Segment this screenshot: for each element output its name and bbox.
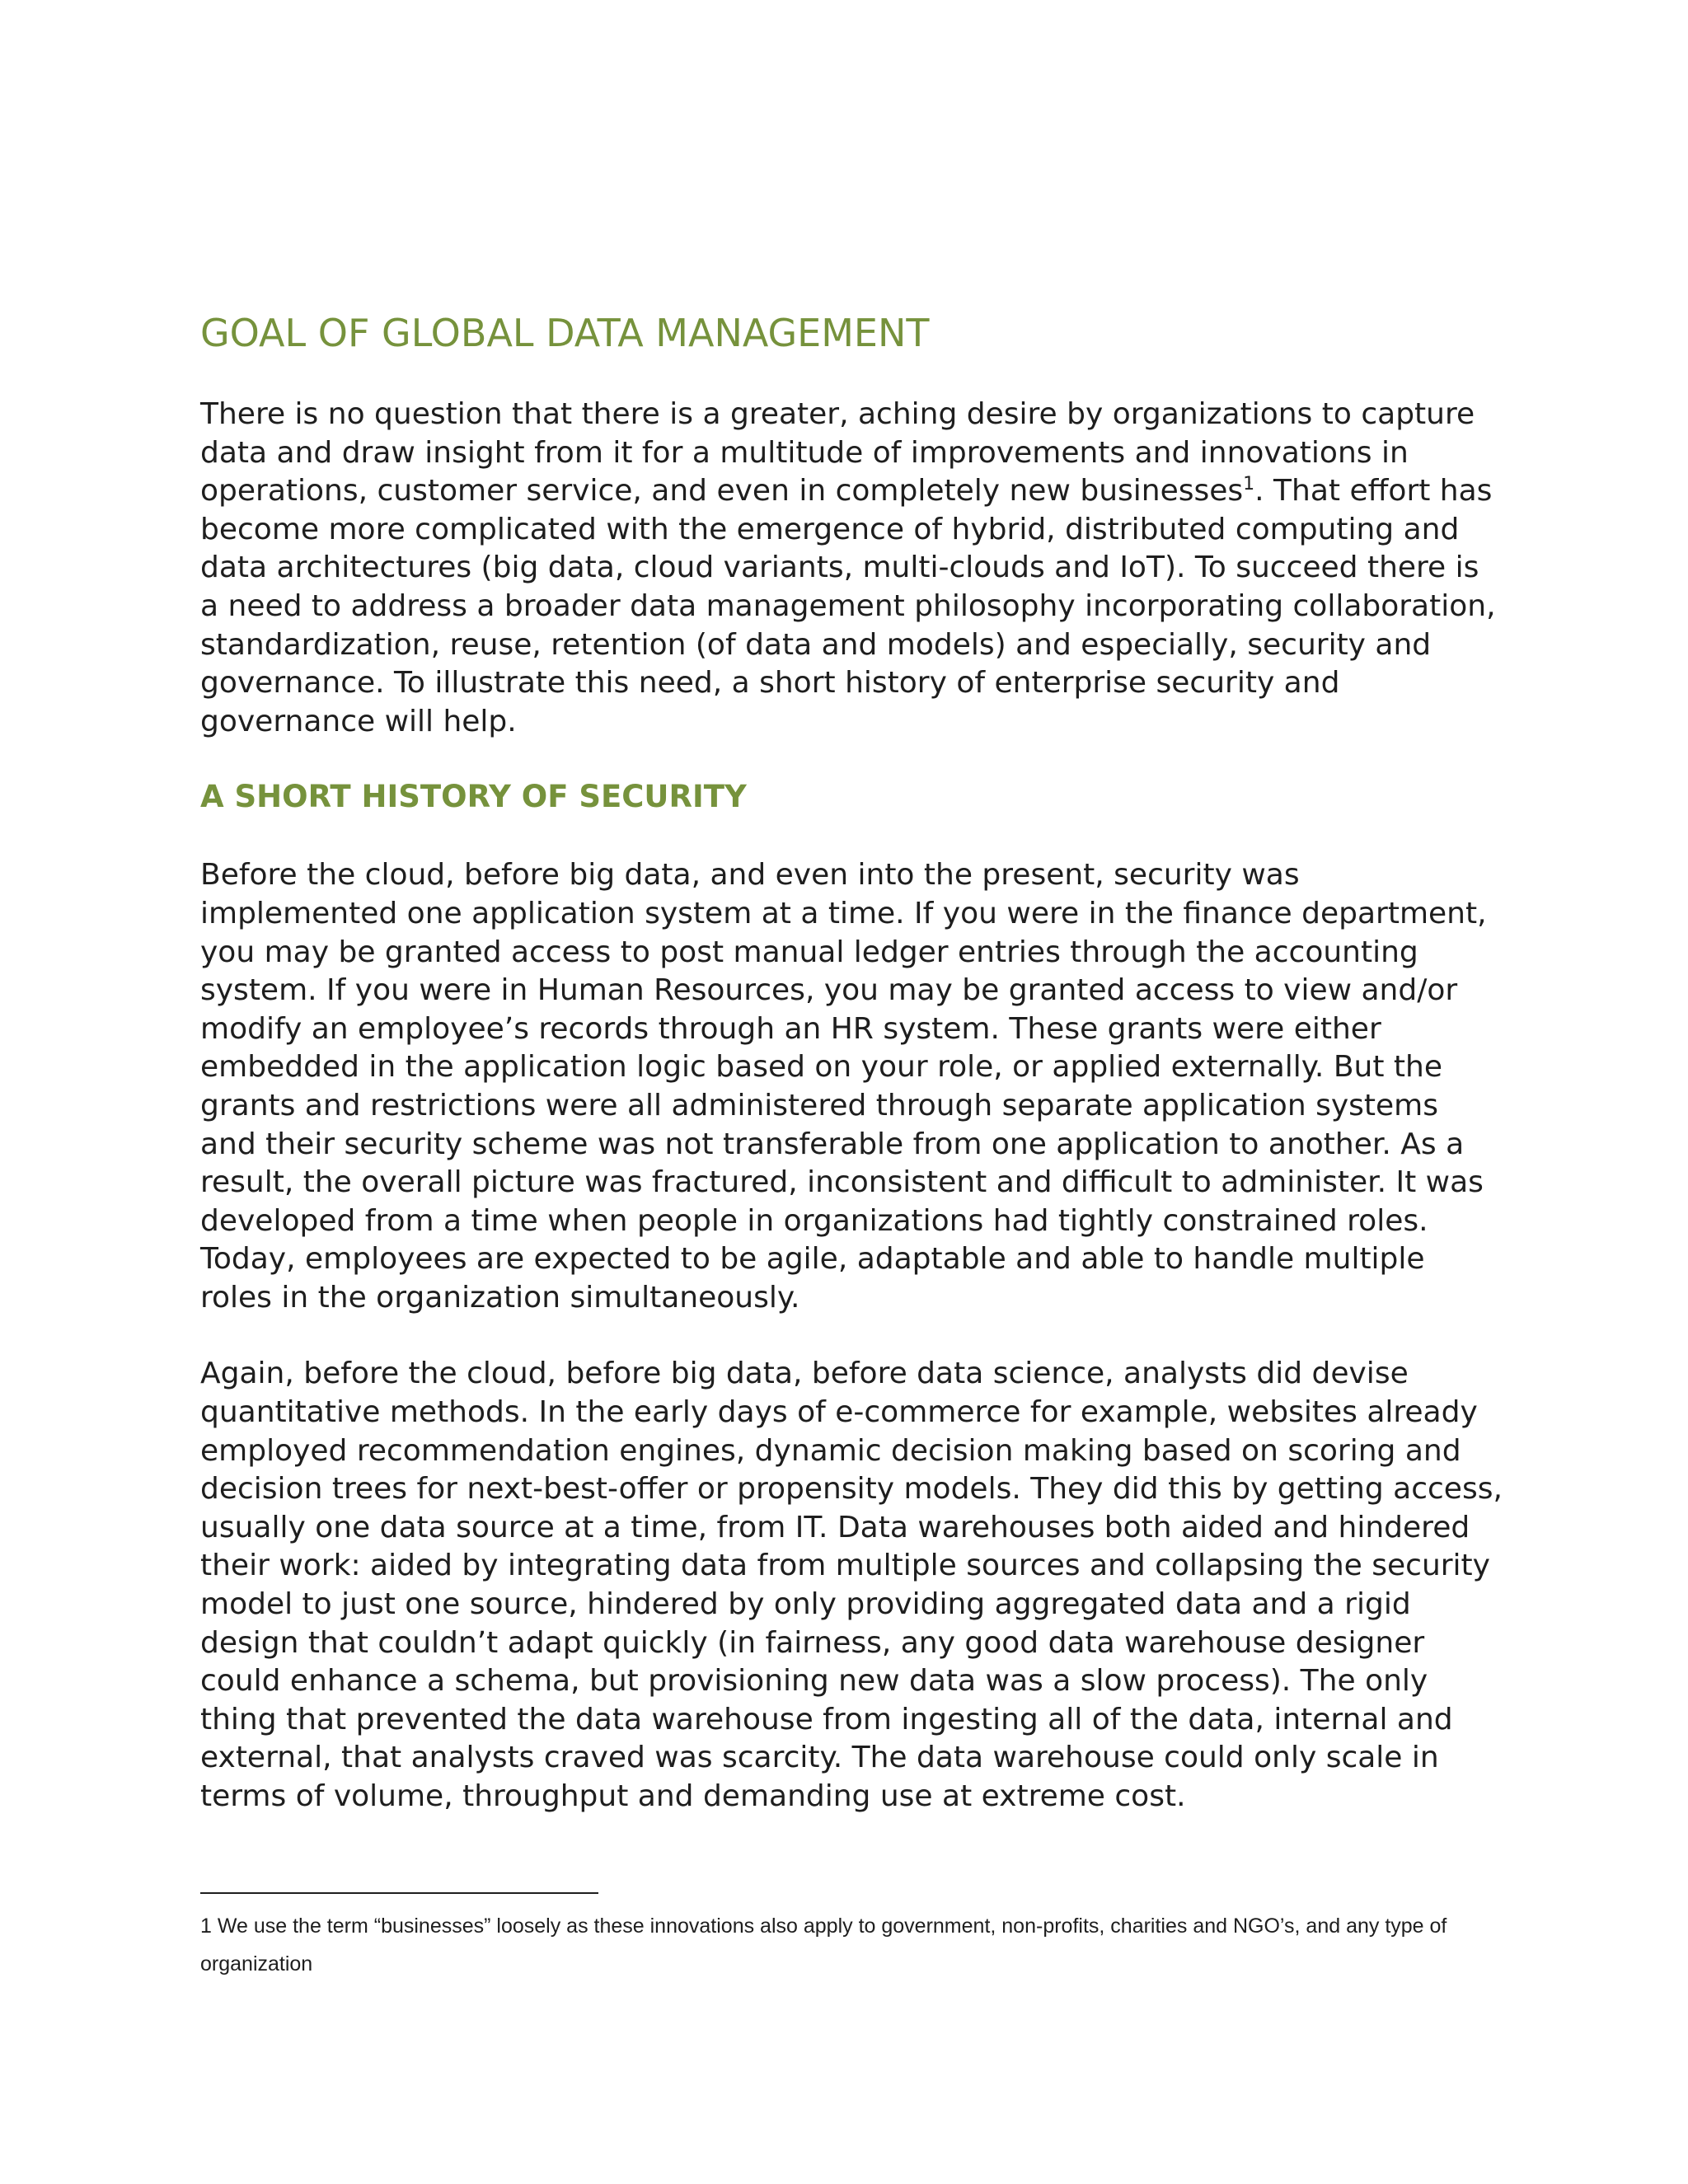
footnote-separator — [200, 1892, 598, 1894]
document-title: GOAL OF GLOBAL DATA MANAGEMENT — [200, 311, 930, 355]
page-content — [200, 307, 1503, 1816]
intro-text-after-ref: . That effort has become more complicated with the emergence of hybrid, distributed computing and data architectures (big data, cloud variants, multi-clouds and IoT). To succeed there is a need to address a broader data management philosophy incorporating collaboration, standardization, reuse, retention (of data and models) and especially, security and governance. To illustrate this need, a short history of enterprise security and governance will help. — [200, 474, 1496, 738]
intro-text-before-ref: There is no question that there is a greater, aching desire by organizations to capture data and draw insight from it for a multitude of improvements and innovations in operations, customer service, and even in completely new businesses — [200, 397, 1475, 509]
footnote-reference: 1 — [1243, 474, 1255, 495]
section-heading: A SHORT HISTORY OF SECURITY — [200, 779, 747, 815]
history-paragraph-2: Again, before the cloud, before big data, before data science, analysts did devise quantitative methods. In the early days of e-commerce for example, websites already employed recommendation engines, dynamic decision making based on scoring and decision trees for next-best-offer or propensity models. They did this by getting access, usually one data source at a time, from IT. Data warehouses both aided and hindered their work: aided by integrating data from multiple sources and collapsing the security model to just one source, hindered by only providing aggregated data and a rigid design that couldn’t adapt quickly (in fairness, any good data warehouse designer could enhance a schema, but provisioning new data was a slow process). The only thing that prevented the data warehouse from ingesting all of the data, internal and external, that analysts craved was scarcity. The data warehouse could only scale in terms of volume, throughput and demanding use at extreme cost. — [200, 1357, 1503, 1813]
history-paragraph-1: Before the cloud, before big data, and even into the present, security was implemented one application system at a time. If you were in the finance department, you may be granted access to post manual ledger entries through the accounting system. If you were in Human Resources, you may be granted access to view and/or modify an employee’s records through an HR system. These grants were either embedded in the application logic based on your role, or applied externally. But the grants and restrictions were all administered through separate application systems and their security scheme was not transferable from one application to another. As a result, the overall picture was fractured, inconsistent and difficult to administer. It was developed from a time when people in organizations had tightly constrained roles. Today, employees are expected to be agile, adaptable and able to handle multiple roles in the organization simultaneously. — [200, 858, 1487, 1315]
intro-paragraph — [200, 396, 1503, 741]
footnote-text: 1 We use the term “businesses” loosely as these innovations also apply to government, non-profits, charities and NGO’s, and any type of organization — [200, 1915, 1447, 1975]
